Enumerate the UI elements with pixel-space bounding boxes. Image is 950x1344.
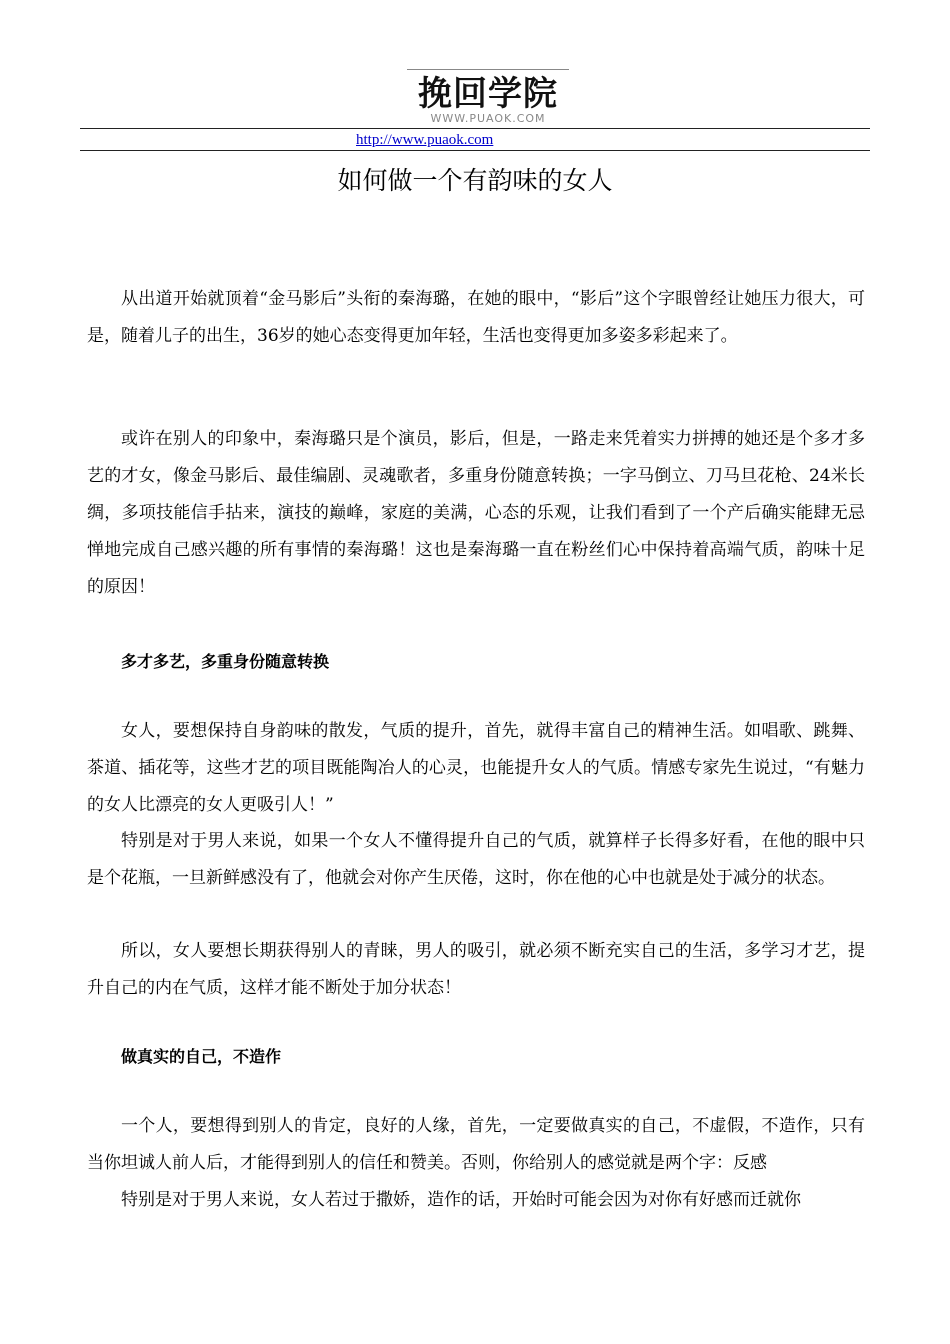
site-logo: 挽回学院 xyxy=(418,74,558,114)
logo-top-line xyxy=(407,69,569,70)
paragraph: 所以，女人要想长期获得别人的青睐，男人的吸引，就必须不断充实自己的生活，多学习才艺，提升自己的内在气质，这样才能不断处于加分状态！ xyxy=(87,941,865,998)
site-logo-subtext: WWW.PUAOK.COM xyxy=(430,112,546,125)
header-rule-bottom xyxy=(80,150,870,151)
section-heading: 做真实的自己，不造作 xyxy=(121,1047,282,1066)
article-title: 如何做一个有韵味的女人 xyxy=(337,166,613,195)
paragraph: 或许在别人的印象中，秦海璐只是个演员，影后，但是，一路走来凭着实力拼搏的她还是个多才多艺的才女，像金马影后、最佳编剧、灵魂歌者，多重身份随意转换；一字马倒立、刀马旦花枪、24米长绸，多项技能信手拈来，演技的巅峰，家庭的美满，心态的乐观，让我们看到了一个产后确实能肆无忌惮地完成自己感兴趣的所有事情的秦海璐！这也是秦海璐一直在粉丝们心中保持着高端气质，韵味十足的原因！ xyxy=(87,429,865,597)
paragraph: 特别是对于男人来说，女人若过于撒娇，造作的话，开始时可能会因为对你有好感而迁就你 xyxy=(121,1190,801,1210)
paragraph: 女人，要想保持自身韵味的散发，气质的提升，首先，就得丰富自己的精神生活。如唱歌、跳舞、茶道、插花等，这些才艺的项目既能陶冶人的心灵，也能提升女人的气质。情感专家先生说过，“有魅力的女人比漂亮的女人更吸引人！” xyxy=(87,721,865,815)
site-url-link[interactable]: http://www.puaok.com xyxy=(356,132,494,148)
section-heading: 多才多艺，多重身份随意转换 xyxy=(121,652,330,671)
header-rule-top xyxy=(80,128,870,129)
paragraph: 一个人，要想得到别人的肯定，良好的人缘，首先，一定要做真实的自己，不虚假，不造作，只有当你坦诚人前人后，才能得到别人的信任和赞美。否则，你给别人的感觉就是两个字：反感 xyxy=(87,1116,865,1173)
paragraph: 从出道开始就顶着“金马影后”头衔的秦海璐，在她的眼中，“影后”这个字眼曾经让她压力很大，可是，随着儿子的出生，36岁的她心态变得更加年轻，生活也变得更加多姿多彩起来了。 xyxy=(87,289,865,346)
paragraph: 特别是对于男人来说，如果一个女人不懂得提升自己的气质，就算样子长得多好看，在他的眼中只是个花瓶，一旦新鲜感没有了，他就会对你产生厌倦，这时，你在他的心中也就是处于减分的状态。 xyxy=(87,831,865,888)
